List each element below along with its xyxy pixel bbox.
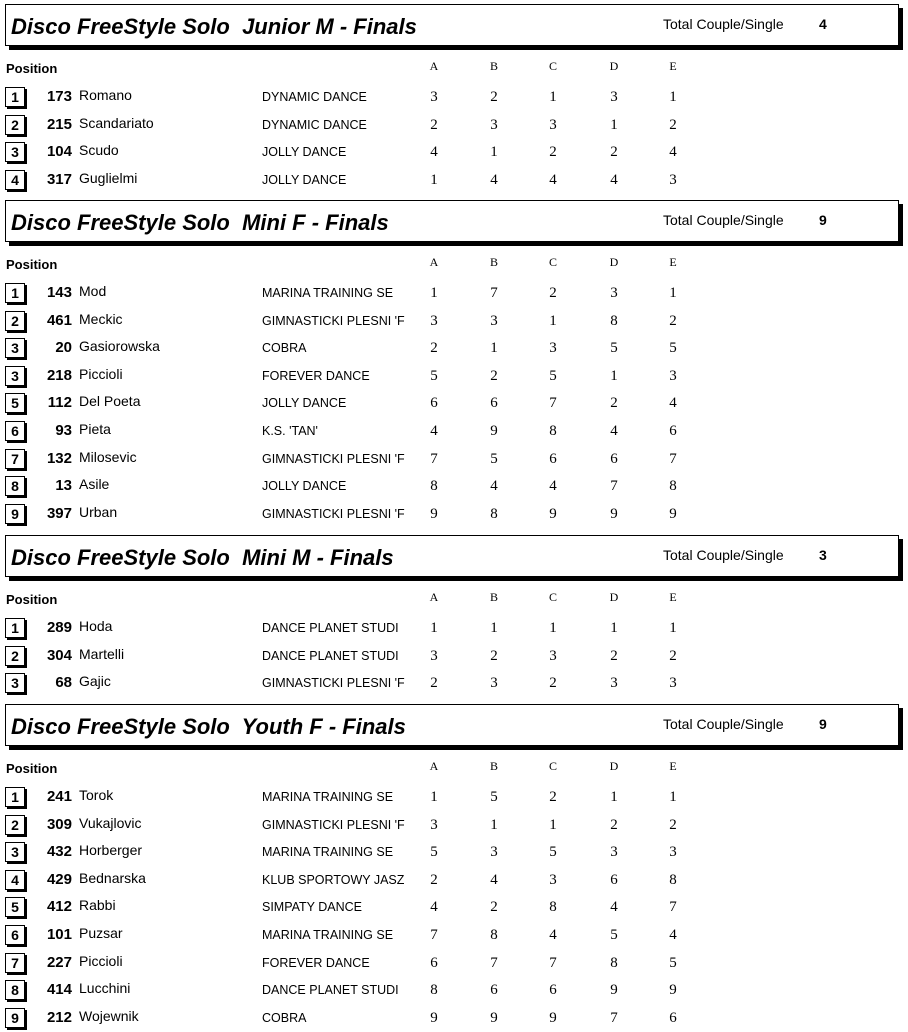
judge-header-b: B: [489, 590, 498, 604]
section-title: Disco FreeStyle Solo Junior M - Finals: [11, 14, 417, 39]
judge-score-c: 3: [549, 340, 557, 357]
judge-header-d: D: [609, 255, 619, 269]
position-badge: 4: [5, 870, 25, 890]
judge-score-a: 2: [430, 675, 438, 692]
competitor-number: 397: [46, 504, 72, 522]
judge-score-e: 6: [669, 1009, 677, 1026]
judge-score-b: 1: [490, 620, 498, 636]
judge-score-d: 5: [610, 340, 618, 357]
judge-score-e: 4: [669, 395, 677, 412]
judge-score-e: 3: [669, 367, 677, 384]
competitor-name: Gajic: [79, 673, 111, 690]
competitor-name: Scandariato: [79, 114, 154, 131]
judge-score-d: 4: [610, 171, 618, 188]
competitor-name: Martelli: [79, 645, 125, 662]
judge-score-d: 5: [610, 927, 618, 943]
position-badge: 3: [5, 842, 25, 862]
judge-score-b: 3: [490, 844, 498, 861]
judge-score-c: 4: [549, 171, 557, 188]
judge-score-e: 2: [669, 312, 677, 329]
section-title-box: [5, 535, 899, 577]
competitor-number: 173: [46, 88, 72, 105]
judge-score-a: 5: [430, 844, 438, 861]
competitor-name: Rabbi: [79, 897, 116, 914]
judge-header-e: E: [669, 59, 677, 73]
table-row: [0, 925, 908, 949]
judge-score-c: 6: [549, 982, 557, 999]
judge-score-b: 7: [490, 285, 498, 301]
table-row: [0, 618, 908, 642]
competitor-number: 218: [46, 366, 72, 384]
judge-score-a: 1: [430, 789, 438, 805]
judge-score-d: 4: [610, 899, 618, 916]
table-row: [0, 980, 908, 1004]
judge-score-a: 9: [430, 1009, 438, 1026]
judge-score-c: 1: [549, 620, 557, 636]
judge-score-c: 3: [549, 871, 557, 888]
table-row: [0, 421, 908, 445]
competitor-number: 309: [46, 815, 72, 833]
judge-score-c: 7: [549, 395, 557, 412]
judge-score-a: 2: [430, 116, 438, 133]
total-couple-label: Total Couple/Single: [663, 212, 784, 228]
judge-score-e: 5: [669, 954, 677, 971]
competitor-name: Guglielmi: [79, 169, 138, 186]
judge-header-a: A: [429, 255, 439, 269]
competitor-number: 13: [55, 477, 72, 495]
position-badge: 7: [5, 953, 25, 973]
club-name: MARINA TRAINING SE: [262, 286, 394, 300]
competitor-number: 215: [46, 115, 72, 133]
judge-score-c: 3: [549, 116, 557, 133]
judge-score-c: 2: [549, 789, 557, 805]
judge-header-c: C: [548, 590, 557, 604]
table-row: [0, 449, 908, 473]
judge-score-a: 2: [430, 871, 438, 888]
judge-score-a: 5: [430, 367, 438, 384]
total-couple-value: 3: [819, 547, 827, 563]
judge-score-c: 1: [549, 89, 557, 105]
judge-score-c: 4: [549, 927, 557, 943]
judge-score-c: 6: [549, 450, 557, 467]
club-name: SIMPATY DANCE: [262, 900, 363, 915]
club-name: FOREVER DANCE: [262, 368, 370, 383]
table-row: [0, 393, 908, 417]
club-name: COBRA: [262, 341, 307, 356]
position-badge: 2: [5, 311, 25, 331]
competitor-number: 112: [47, 394, 72, 412]
competitor-number: 227: [46, 953, 72, 971]
judge-score-c: 2: [549, 144, 557, 161]
position-badge: 2: [5, 646, 25, 666]
judge-score-a: 3: [430, 816, 438, 833]
judge-score-b: 2: [490, 89, 498, 105]
club-name: K.S. 'TAN': [262, 424, 318, 438]
judge-score-b: 4: [490, 478, 498, 495]
judge-score-a: 2: [430, 340, 438, 357]
section-title: Disco FreeStyle Solo Youth F - Finals: [11, 714, 406, 739]
judge-score-d: 3: [610, 675, 618, 692]
competitor-number: 461: [46, 311, 72, 329]
judge-score-a: 4: [430, 899, 438, 916]
judge-score-e: 3: [669, 675, 677, 692]
competitor-name: Meckic: [79, 310, 123, 327]
club-name: COBRA: [262, 1010, 307, 1025]
judge-score-e: 2: [669, 816, 677, 833]
club-name: KLUB SPORTOWY JASZ: [262, 872, 405, 887]
judge-header-a: A: [429, 759, 439, 773]
judge-score-a: 1: [430, 171, 438, 188]
judge-score-e: 7: [669, 899, 677, 916]
club-name: MARINA TRAINING SE: [262, 790, 394, 804]
position-badge: 1: [5, 787, 25, 807]
judge-score-b: 9: [490, 423, 498, 439]
judge-score-c: 2: [549, 675, 557, 692]
judge-score-d: 4: [610, 423, 618, 439]
judge-score-a: 1: [430, 285, 438, 301]
club-name: GIMNASTICKI PLESNI 'F: [262, 451, 405, 466]
club-name: GIMNASTICKI PLESNI 'F: [262, 506, 405, 521]
position-badge: 1: [5, 283, 25, 303]
competitor-name: Hoda: [79, 618, 113, 634]
judge-score-d: 2: [610, 144, 618, 161]
competitor-number: 412: [46, 898, 72, 916]
judge-score-c: 8: [549, 423, 557, 439]
club-name: JOLLY DANCE: [262, 396, 347, 411]
competitor-name: Lucchini: [79, 980, 131, 997]
judge-score-e: 1: [669, 620, 677, 636]
judge-header-b: B: [489, 759, 498, 773]
judge-score-d: 3: [610, 89, 618, 105]
judge-header-c: C: [548, 255, 557, 269]
competitor-number: 317: [46, 170, 72, 188]
judge-score-c: 5: [549, 367, 557, 384]
judge-score-e: 7: [669, 450, 677, 467]
competitor-name: Vukajlovic: [79, 814, 142, 831]
competitor-name: Romano: [79, 87, 132, 103]
position-badge: 3: [5, 366, 25, 386]
judge-score-a: 4: [430, 144, 438, 161]
club-name: MARINA TRAINING SE: [262, 845, 394, 860]
judge-score-a: 7: [430, 450, 438, 467]
judge-score-b: 5: [490, 450, 498, 467]
competitor-name: Pieta: [79, 421, 111, 437]
judge-score-d: 1: [610, 116, 618, 133]
judge-header-c: C: [548, 59, 557, 73]
judge-score-b: 7: [490, 954, 498, 971]
judge-score-b: 8: [490, 505, 498, 522]
total-couple-value: 9: [819, 212, 827, 228]
competitor-name: Scudo: [79, 142, 119, 159]
section-title-box: [5, 200, 899, 242]
judge-score-b: 3: [490, 116, 498, 133]
position-badge: 9: [5, 504, 25, 524]
position-badge: 3: [5, 673, 25, 693]
table-row: [0, 311, 908, 335]
table-row: [0, 366, 908, 390]
competitor-number: 289: [46, 619, 72, 636]
judge-score-c: 9: [549, 1009, 557, 1026]
position-header: Position: [6, 61, 58, 76]
competitor-name: Torok: [79, 787, 114, 803]
judge-score-e: 1: [669, 789, 677, 805]
competitor-name: Horberger: [79, 842, 143, 859]
judge-score-e: 8: [669, 478, 677, 495]
judge-score-d: 1: [610, 789, 618, 805]
judge-score-b: 3: [490, 675, 498, 692]
club-name: GIMNASTICKI PLESNI 'F: [262, 676, 405, 691]
club-name: GIMNASTICKI PLESNI 'F: [262, 817, 405, 832]
table-row: [0, 815, 908, 839]
competitor-name: Wojewnik: [79, 1007, 139, 1024]
competitor-number: 432: [46, 843, 72, 861]
judge-score-e: 9: [669, 505, 677, 522]
judge-score-a: 8: [430, 982, 438, 999]
judge-score-c: 9: [549, 505, 557, 522]
judge-header-c: C: [548, 759, 557, 773]
table-row: [0, 504, 908, 528]
position-badge: 1: [5, 87, 25, 107]
judge-score-c: 8: [549, 899, 557, 916]
position-badge: 3: [5, 142, 25, 162]
judge-score-a: 1: [430, 620, 438, 636]
position-badge: 7: [5, 449, 25, 469]
judge-score-b: 6: [490, 982, 498, 999]
position-badge: 6: [5, 421, 25, 441]
club-name: DANCE PLANET STUDI: [262, 648, 399, 663]
judge-score-e: 2: [669, 116, 677, 133]
club-name: DANCE PLANET STUDI: [262, 621, 399, 635]
position-badge: 9: [5, 1008, 25, 1028]
table-row: [0, 115, 908, 139]
judge-score-e: 8: [669, 871, 677, 888]
club-name: DANCE PLANET STUDI: [262, 983, 399, 998]
section-title: Disco FreeStyle Solo Mini M - Finals: [11, 545, 394, 570]
judge-score-b: 1: [490, 340, 498, 357]
judge-score-a: 6: [430, 395, 438, 412]
club-name: GIMNASTICKI PLESNI 'F: [262, 313, 405, 328]
judge-score-d: 7: [610, 1009, 618, 1026]
competitor-name: Piccioli: [79, 952, 123, 969]
judge-score-e: 3: [669, 171, 677, 188]
judge-score-b: 2: [490, 647, 498, 664]
judge-score-b: 1: [490, 144, 498, 161]
competitor-name: Piccioli: [79, 365, 123, 382]
judge-header-d: D: [609, 759, 619, 773]
total-couple-value: 4: [819, 16, 827, 32]
judge-header-e: E: [669, 759, 677, 773]
competitor-number: 304: [46, 646, 72, 664]
judge-score-e: 6: [669, 423, 677, 439]
competitor-number: 132: [46, 449, 72, 467]
judge-score-b: 4: [490, 171, 498, 188]
position-badge: 2: [5, 115, 25, 135]
club-name: JOLLY DANCE: [262, 479, 347, 494]
table-row: [0, 646, 908, 670]
judge-score-d: 1: [610, 367, 618, 384]
judge-score-b: 4: [490, 871, 498, 888]
competitor-name: Mod: [79, 283, 107, 299]
table-row: [0, 1008, 908, 1032]
judge-header-b: B: [489, 59, 498, 73]
position-header: Position: [6, 761, 58, 776]
competitor-number: 20: [55, 339, 72, 357]
total-couple-label: Total Couple/Single: [663, 547, 784, 563]
table-row: [0, 842, 908, 866]
judge-score-a: 9: [430, 505, 438, 522]
judge-score-d: 8: [610, 954, 618, 971]
table-row: [0, 870, 908, 894]
judge-score-a: 3: [430, 312, 438, 329]
table-row: [0, 953, 908, 977]
competitor-number: 212: [46, 1008, 72, 1026]
club-name: DYNAMIC DANCE: [262, 117, 367, 132]
judge-score-e: 2: [669, 647, 677, 664]
position-header: Position: [6, 257, 58, 272]
judge-score-b: 3: [490, 312, 498, 329]
judge-header-e: E: [669, 255, 677, 269]
judge-score-e: 5: [669, 340, 677, 357]
competitor-number: 101: [46, 926, 72, 943]
judge-score-e: 3: [669, 844, 677, 861]
table-row: [0, 142, 908, 166]
position-badge: 2: [5, 815, 25, 835]
judge-score-b: 8: [490, 927, 498, 943]
judge-score-e: 4: [669, 144, 677, 161]
judge-header-a: A: [429, 590, 439, 604]
total-couple-value: 9: [819, 716, 827, 732]
position-badge: 8: [5, 980, 25, 1000]
judge-header-e: E: [669, 590, 677, 604]
judge-score-d: 3: [610, 844, 618, 861]
table-row: [0, 897, 908, 921]
competitor-number: 414: [46, 981, 72, 999]
judge-score-d: 8: [610, 312, 618, 329]
competitor-name: Bednarska: [79, 869, 146, 886]
competitor-name: Milosevic: [79, 448, 137, 465]
judge-score-b: 1: [490, 816, 498, 833]
judge-score-d: 2: [610, 395, 618, 412]
competitor-number: 241: [46, 788, 72, 805]
competitor-number: 93: [55, 422, 72, 439]
position-header: Position: [6, 592, 58, 607]
judge-score-c: 1: [549, 312, 557, 329]
position-badge: 1: [5, 618, 25, 638]
judge-score-c: 5: [549, 844, 557, 861]
table-row: [0, 170, 908, 194]
section-title-box: [5, 704, 899, 746]
judge-score-e: 4: [669, 927, 677, 943]
judge-score-e: 9: [669, 982, 677, 999]
position-badge: 3: [5, 338, 25, 358]
competitor-number: 68: [55, 674, 72, 692]
judge-score-a: 3: [430, 89, 438, 105]
judge-score-c: 4: [549, 478, 557, 495]
table-row: [0, 283, 908, 307]
judge-score-a: 3: [430, 647, 438, 664]
judge-score-c: 2: [549, 285, 557, 301]
judge-header-d: D: [609, 590, 619, 604]
position-badge: 6: [5, 925, 25, 945]
judge-score-a: 4: [430, 423, 438, 439]
judge-score-c: 7: [549, 954, 557, 971]
competitor-name: Gasiorowska: [79, 338, 160, 355]
section-title: Disco FreeStyle Solo Mini F - Finals: [11, 210, 389, 235]
judge-score-a: 7: [430, 927, 438, 943]
judge-score-b: 5: [490, 789, 498, 805]
judge-score-d: 1: [610, 620, 618, 636]
judge-score-a: 8: [430, 478, 438, 495]
judge-score-b: 2: [490, 367, 498, 384]
judge-header-a: A: [429, 59, 439, 73]
position-badge: 5: [5, 897, 25, 917]
competitor-name: Del Poeta: [79, 393, 141, 410]
table-row: [0, 787, 908, 811]
competitor-name: Puzsar: [79, 925, 123, 941]
table-row: [0, 673, 908, 697]
judge-score-d: 3: [610, 285, 618, 301]
judge-score-e: 1: [669, 89, 677, 105]
judge-score-d: 9: [610, 505, 618, 522]
judge-score-c: 1: [549, 816, 557, 833]
table-row: [0, 87, 908, 111]
judge-score-b: 2: [490, 899, 498, 916]
judge-score-e: 1: [669, 285, 677, 301]
club-name: DYNAMIC DANCE: [262, 90, 367, 104]
judge-score-d: 6: [610, 871, 618, 888]
judge-score-d: 2: [610, 816, 618, 833]
judge-header-b: B: [489, 255, 498, 269]
club-name: MARINA TRAINING SE: [262, 928, 394, 942]
competitor-number: 143: [46, 284, 72, 301]
competitor-number: 429: [46, 870, 72, 888]
position-badge: 4: [5, 170, 25, 190]
competitor-name: Asile: [79, 476, 110, 493]
club-name: FOREVER DANCE: [262, 955, 370, 970]
judge-score-a: 6: [430, 954, 438, 971]
club-name: JOLLY DANCE: [262, 172, 347, 187]
judge-header-d: D: [609, 59, 619, 73]
total-couple-label: Total Couple/Single: [663, 16, 784, 32]
section-title-box: [5, 4, 899, 46]
table-row: [0, 338, 908, 362]
competitor-name: Urban: [79, 503, 118, 520]
judge-score-b: 9: [490, 1009, 498, 1026]
position-badge: 8: [5, 476, 25, 496]
judge-score-b: 6: [490, 395, 498, 412]
judge-score-d: 9: [610, 982, 618, 999]
judge-score-d: 6: [610, 450, 618, 467]
table-row: [0, 476, 908, 500]
competitor-number: 104: [46, 143, 72, 161]
judge-score-d: 7: [610, 478, 618, 495]
position-badge: 5: [5, 393, 25, 413]
total-couple-label: Total Couple/Single: [663, 716, 784, 732]
judge-score-d: 2: [610, 647, 618, 664]
judge-score-c: 3: [549, 647, 557, 664]
club-name: JOLLY DANCE: [262, 145, 347, 160]
